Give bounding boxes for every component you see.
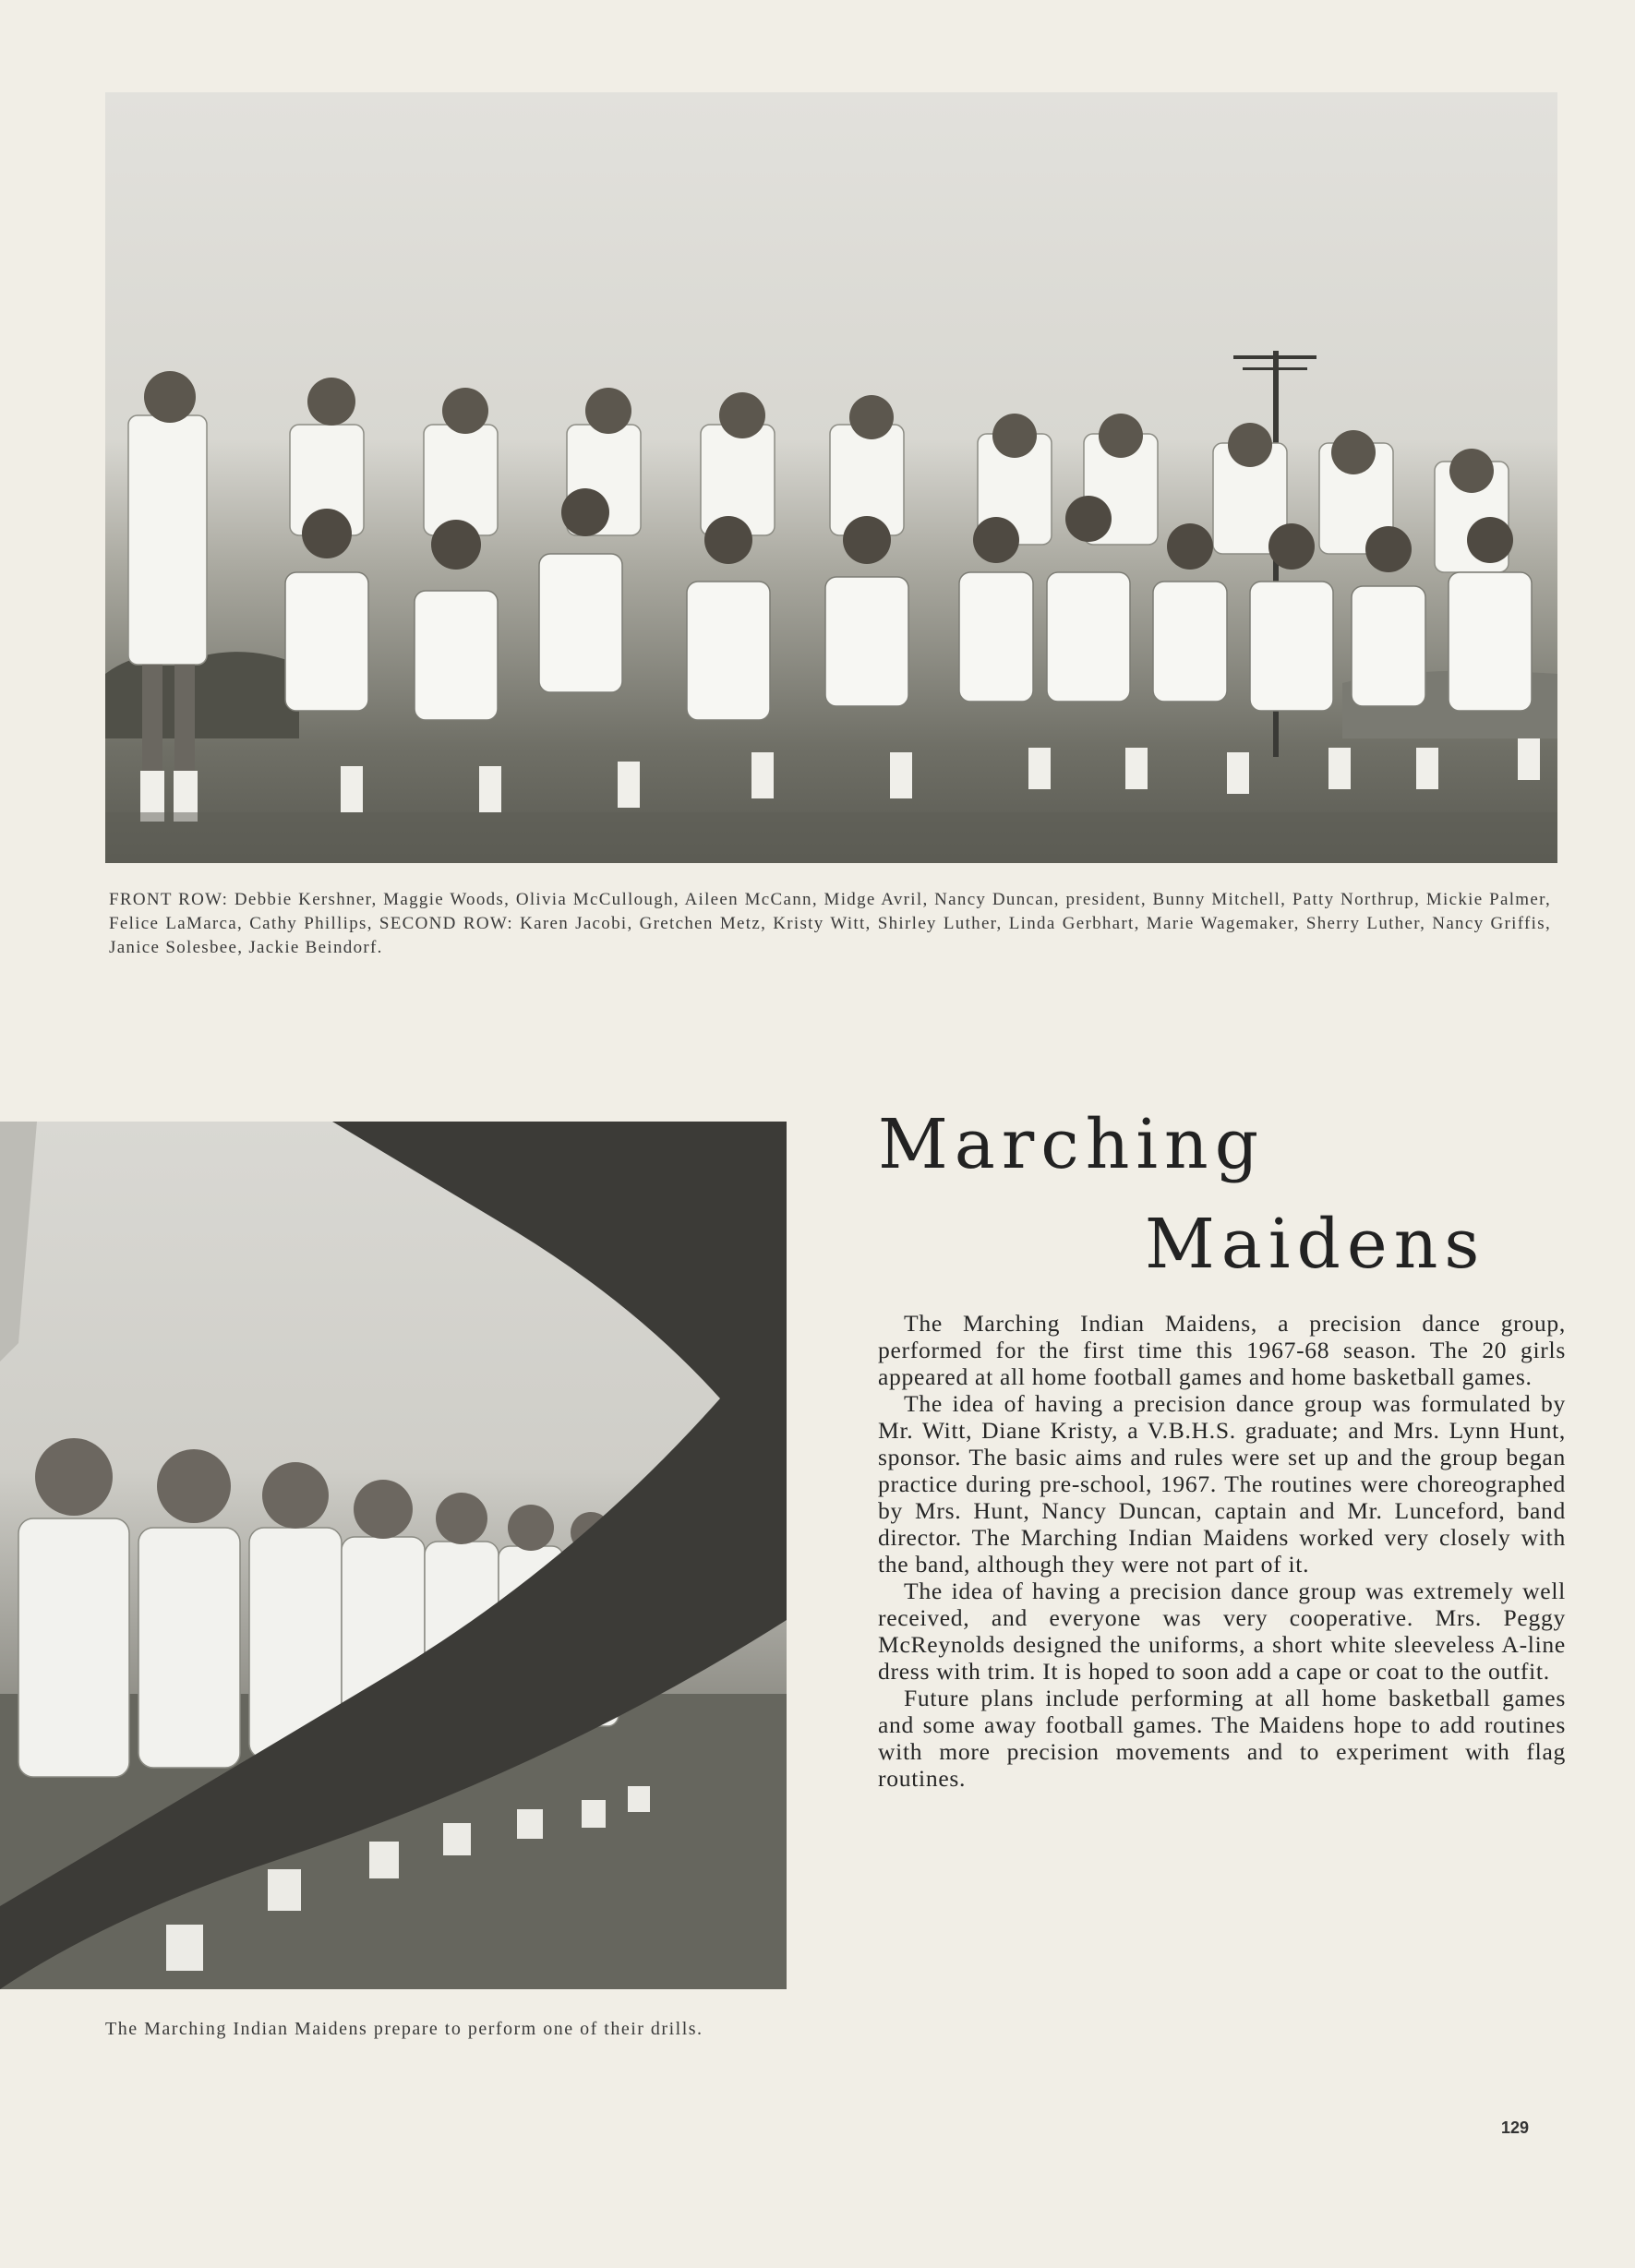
title-line-2: Maidens	[1145, 1205, 1486, 1284]
article-body	[878, 1310, 1566, 1792]
title-line-1: Marching	[878, 1105, 1266, 1184]
article-paragraph: The Marching Indian Maidens, a precision dance group, performed for the first time this 1967-68 season. The 20 girls appeared at all home football games and home basketball games.	[878, 1310, 1566, 1390]
group-photo-caption: FRONT ROW: Debbie Kershner, Maggie Woods, Olivia McCullough, Aileen McCann, Midge Avril, Nancy Duncan, president, Bunny Mitchell, Patty Northrup, Mickie Palmer, Felice LaMarca, Cathy Phillips, SECOND ROW: Karen Jacobi, Gretchen Metz, Kristy Witt, Shirley Luther, Linda Gerbhart, Marie Wagemaker, Sherry Luther, Nancy Griffis, Janice Solesbee, Jackie Beindorf.	[109, 890, 1551, 957]
article-paragraph: Future plans include performing at all home basketball games and some away football games. The Maidens hope to add routines with more precision movements and to experiment with flag routines.	[878, 1685, 1566, 1792]
drill-photo-caption: The Marching Indian Maidens prepare to perform one of their drills.	[105, 2019, 703, 2039]
article-paragraph: The idea of having a precision dance group was formulated by Mr. Witt, Diane Kristy, a V.B.H.S. graduate; and Mrs. Lynn Hunt, sponsor. The basic aims and rules were set up and the group began practice during pre-school, 1967. The routines were choreographed by Mrs. Hunt, Nancy Duncan, captain and Mr. Lunceford, band director. The Marching Indian Maidens worked very closely with the band, although they were not part of it.	[878, 1390, 1566, 1578]
article-paragraph: The idea of having a precision dance group was extremely well received, and everyone was very cooperative. Mrs. Peggy McReynolds designed the uniforms, a short white sleeveless A-line dress with trim. It is hoped to soon add a cape or coat to the outfit.	[878, 1578, 1566, 1685]
group-photo	[105, 92, 1557, 863]
group-photo-illustration	[105, 92, 1557, 863]
page-number: 129	[1501, 2118, 1530, 2137]
drill-photo-illustration	[0, 1122, 787, 1989]
drill-photo	[0, 1122, 787, 1989]
